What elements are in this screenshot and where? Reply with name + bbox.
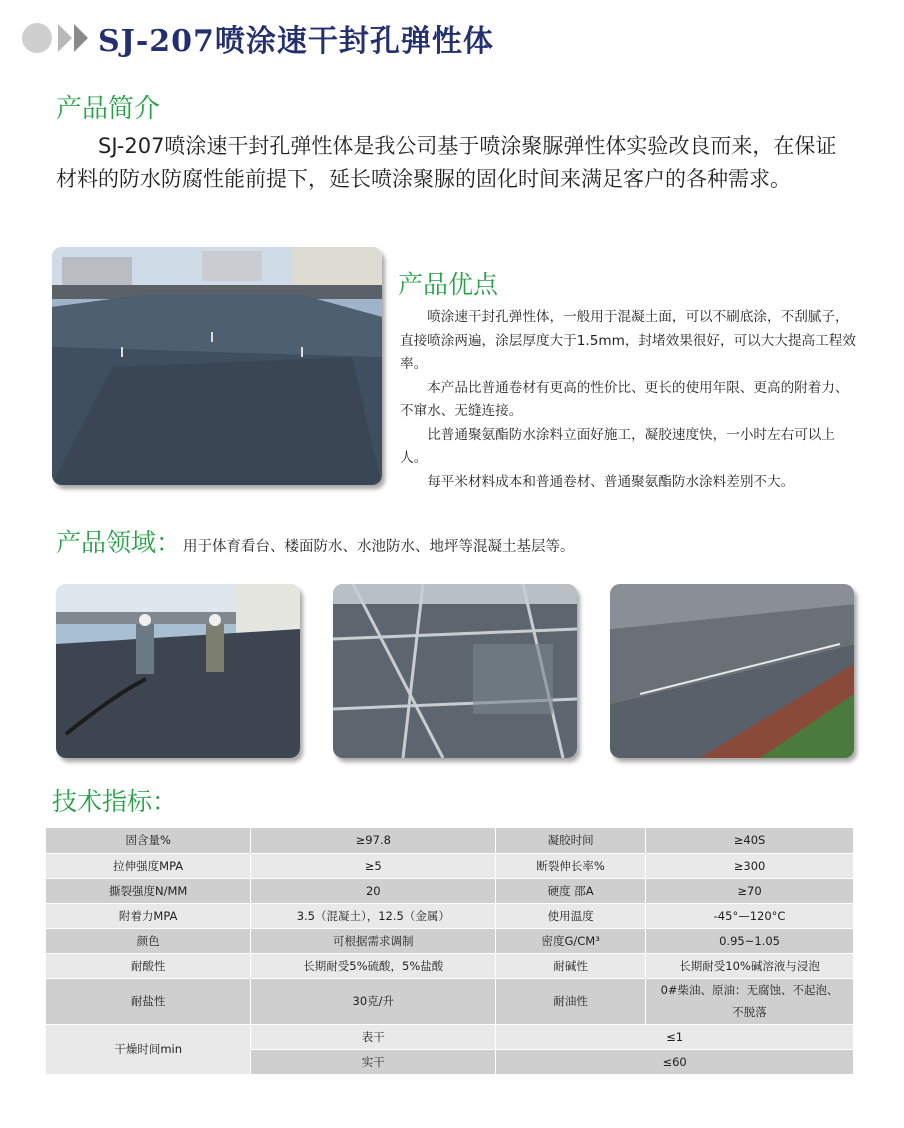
spec-label: 耐油性 <box>496 978 646 1024</box>
scaffold-photo <box>333 584 577 758</box>
spec-label: 附着力MPA <box>46 903 251 928</box>
spec-label: 密度G/CM³ <box>496 928 646 953</box>
field-text: 用于体育看台、楼面防水、水池防水、地坪等混凝土基层等。 <box>183 539 575 555</box>
spec-label: 耐酸性 <box>46 953 251 978</box>
spec-value: ≥70 <box>646 878 854 903</box>
table-row <box>46 953 854 978</box>
workers-spraying-photo <box>56 584 300 758</box>
spec-value: ≥40S <box>646 828 854 853</box>
advantage-paragraph: 每平米材料成本和普通卷材、普通聚氨酯防水涂料差别不大。 <box>427 473 795 490</box>
table-row <box>46 1024 854 1049</box>
intro-heading: 产品简介 <box>56 94 161 124</box>
spec-value: ≤60 <box>496 1049 854 1074</box>
chevron-right-icon <box>74 24 88 52</box>
advantages-heading: 产品优点 <box>398 270 499 299</box>
spec-label: 耐盐性 <box>46 978 251 1024</box>
advantage-paragraph: 比普通聚氨酯防水涂料立面好施工，凝胶速度快，一小时左右可以上人。 <box>400 426 835 466</box>
table-row <box>46 903 854 928</box>
table-row <box>46 828 854 853</box>
table-row <box>46 853 854 878</box>
field-section <box>56 523 575 559</box>
spec-label: 硬度 邵A <box>496 878 646 903</box>
page-header <box>22 18 494 58</box>
table-row <box>46 878 854 903</box>
spec-label: 固含量% <box>46 828 251 853</box>
spec-value: ≥5 <box>251 853 496 878</box>
spec-label: 凝胶时间 <box>496 828 646 853</box>
advantage-paragraph: 本产品比普通卷材有更高的性价比、更长的使用年限、更高的附着力、不窜水、无缝连接。 <box>400 379 849 419</box>
spec-label: 表干 <box>251 1024 496 1049</box>
spec-value: ≥300 <box>646 853 854 878</box>
spec-value: 0#柴油、原油：无腐蚀、不起泡、不脱落 <box>646 978 854 1024</box>
field-heading: 产品领域： <box>56 528 182 557</box>
advantages-text <box>400 306 860 494</box>
page-title: SJ-207喷涂速干封孔弹性体 <box>98 24 494 59</box>
table-row <box>46 928 854 953</box>
spec-label: 干燥时间min <box>46 1024 251 1074</box>
spec-value: 长期耐受5%硫酸，5%盐酸 <box>251 953 496 978</box>
spec-value: ≥97.8 <box>251 828 496 853</box>
table-row <box>46 978 854 1024</box>
spec-label: 撕裂强度N/MM <box>46 878 251 903</box>
spec-value: 3.5（混凝土），12.5（金属） <box>251 903 496 928</box>
spec-value: 30克/升 <box>251 978 496 1024</box>
specs-table <box>46 828 854 1075</box>
pool-photo <box>52 247 382 485</box>
intro-text: SJ-207喷涂速干封孔弹性体是我公司基于喷涂聚脲弹性体实验改良而来，在保证材料的防水防腐性能前提下，延长喷涂聚脲的固化时间来满足客户的各种需求。 <box>56 134 837 191</box>
spec-value: 20 <box>251 878 496 903</box>
spec-label: 耐碱性 <box>496 953 646 978</box>
tech-heading: 技术指标： <box>52 787 178 816</box>
spec-label: 使用温度 <box>496 903 646 928</box>
spec-label: 断裂伸长率% <box>496 853 646 878</box>
spec-value: 0.95~1.05 <box>646 928 854 953</box>
spec-value: -45°—120°C <box>646 903 854 928</box>
spec-label: 拉伸强度MPA <box>46 853 251 878</box>
spec-label: 颜色 <box>46 928 251 953</box>
advantage-paragraph: 喷涂速干封孔弹性体，一般用于混凝土面，可以不刷底涂，不刮腻子，直接喷涂两遍，涂层厚度大于1.5mm，封堵效果很好，可以大大提高工程效率。 <box>400 309 856 372</box>
header-circle-icon <box>22 23 52 53</box>
stadium-photo <box>610 584 854 758</box>
spec-value: 可根据需求调制 <box>251 928 496 953</box>
chevron-right-icon <box>58 24 72 52</box>
spec-value: 长期耐受10%碱溶液与浸泡 <box>646 953 854 978</box>
spec-value: ≤1 <box>496 1024 854 1049</box>
spec-label: 实干 <box>251 1049 496 1074</box>
